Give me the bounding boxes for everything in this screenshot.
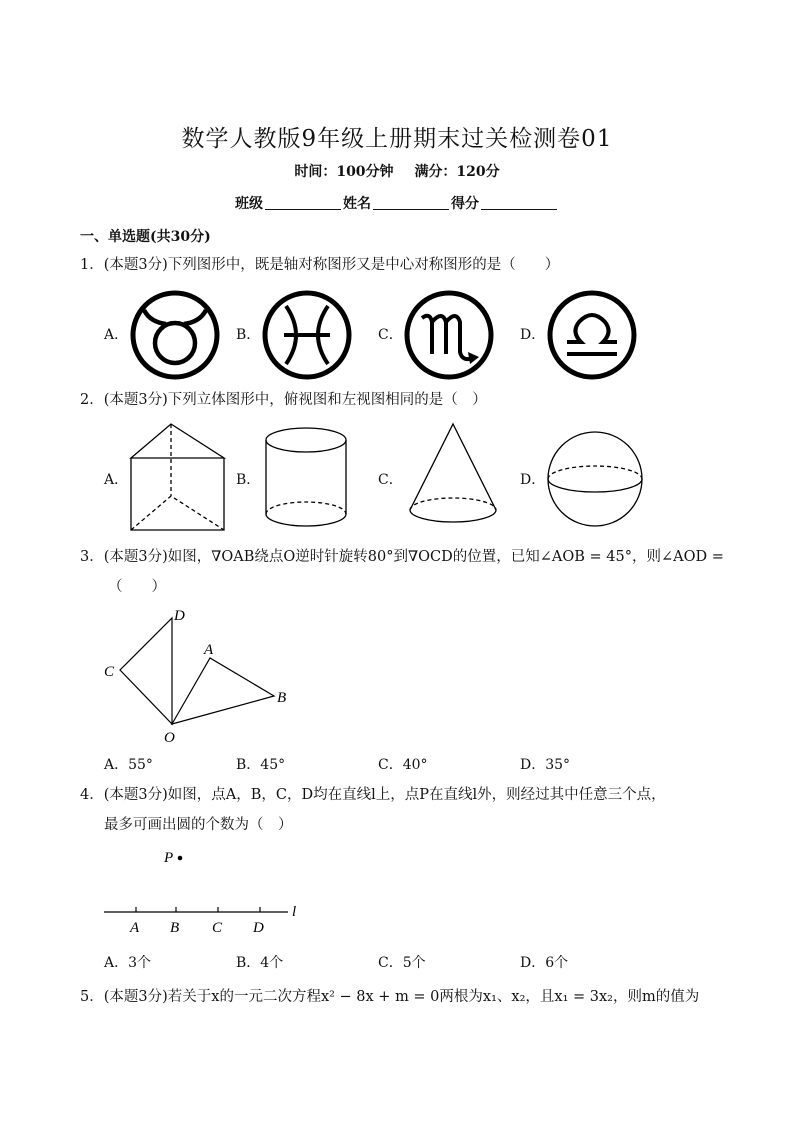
label-c: C [212, 920, 223, 936]
label-d: D [174, 608, 185, 624]
question-4-text-2: 最多可画出圆的个数为（ ） [104, 817, 293, 833]
sphere-figure [544, 428, 646, 530]
question-4-text: 4．(本题3分)如图，点A，B，C，D均在直线l上，点P在直线l外，则经过其中任意三个点， [80, 787, 666, 803]
triangular-prism-figure [126, 420, 228, 534]
scorpio-icon [402, 288, 496, 382]
class-label: 班级 [235, 196, 263, 212]
section-single-choice: 一、单选题(共30分) [80, 229, 211, 245]
label-a: A [204, 642, 214, 658]
libra-icon [545, 288, 639, 382]
q4-option-a[interactable]: A．3个 [104, 955, 152, 971]
cylinder-figure [262, 424, 350, 532]
taurus-icon [128, 288, 222, 382]
student-info-line [0, 193, 794, 213]
line-points-figure [100, 846, 310, 938]
exam-info [0, 161, 794, 181]
point-p [178, 856, 183, 861]
label-b: B [170, 920, 180, 936]
page-title: 数学人教版9年级上册期末过关检测卷01 [181, 126, 613, 152]
q4-option-b[interactable]: B．4个 [236, 955, 284, 971]
q2-option-b[interactable]: B． [236, 472, 261, 488]
question-3-paren: （ ） [108, 579, 166, 595]
grade-label: 得分 [451, 196, 479, 212]
q3-option-a[interactable]: A．55° [104, 757, 153, 773]
label-l: l [292, 904, 297, 920]
q4-option-c[interactable]: C．5个 [378, 955, 426, 971]
name-label: 姓名 [343, 196, 371, 212]
label-a: A [130, 920, 140, 936]
question-2-text: 2．(本题3分)下列立体图形中，俯视图和左视图相同的是（ ） [80, 392, 487, 408]
question-5-text: 5．(本题3分)若关于x的一元二次方程x² − 8x + m = 0两根为x₁、x₂，且x₁ = 3x₂，则m的值为 [80, 989, 700, 1005]
q4-option-d[interactable]: D．6个 [520, 955, 569, 971]
q1-option-c[interactable]: C． [378, 327, 403, 343]
exam-score: 满分：120分 [414, 164, 500, 180]
q1-option-b[interactable]: B． [236, 327, 261, 343]
q3-option-d[interactable]: D．35° [520, 757, 571, 773]
question-3-text: 3．(本题3分)如图，∇OAB绕点O逆时针旋转80°到∇OCD的位置，已知∠AOB = 45°，则∠AOD = [80, 549, 724, 565]
name-blank[interactable] [373, 195, 449, 210]
q3-option-b[interactable]: B．45° [236, 757, 286, 773]
cone-figure [404, 420, 502, 534]
label-p: P [164, 850, 174, 866]
class-blank[interactable] [265, 195, 341, 210]
pisces-icon [260, 288, 354, 382]
grade-blank[interactable] [481, 195, 557, 210]
exam-time: 时间：100分钟 [294, 164, 394, 180]
question-1-text: 1．(本题3分)下列图形中，既是轴对称图形又是中心对称图形的是（ ） [80, 257, 560, 273]
label-o: O [164, 730, 175, 746]
rotation-figure [100, 602, 300, 746]
label-d: D [253, 920, 264, 936]
q2-option-a[interactable]: A． [104, 472, 129, 488]
q2-option-c[interactable]: C． [378, 472, 403, 488]
q1-option-d[interactable]: D． [520, 327, 546, 343]
label-b: B [277, 690, 287, 706]
label-c: C [104, 664, 115, 680]
q1-option-a[interactable]: A． [104, 327, 129, 343]
q2-option-d[interactable]: D． [520, 472, 546, 488]
q3-option-c[interactable]: C．40° [378, 757, 428, 773]
